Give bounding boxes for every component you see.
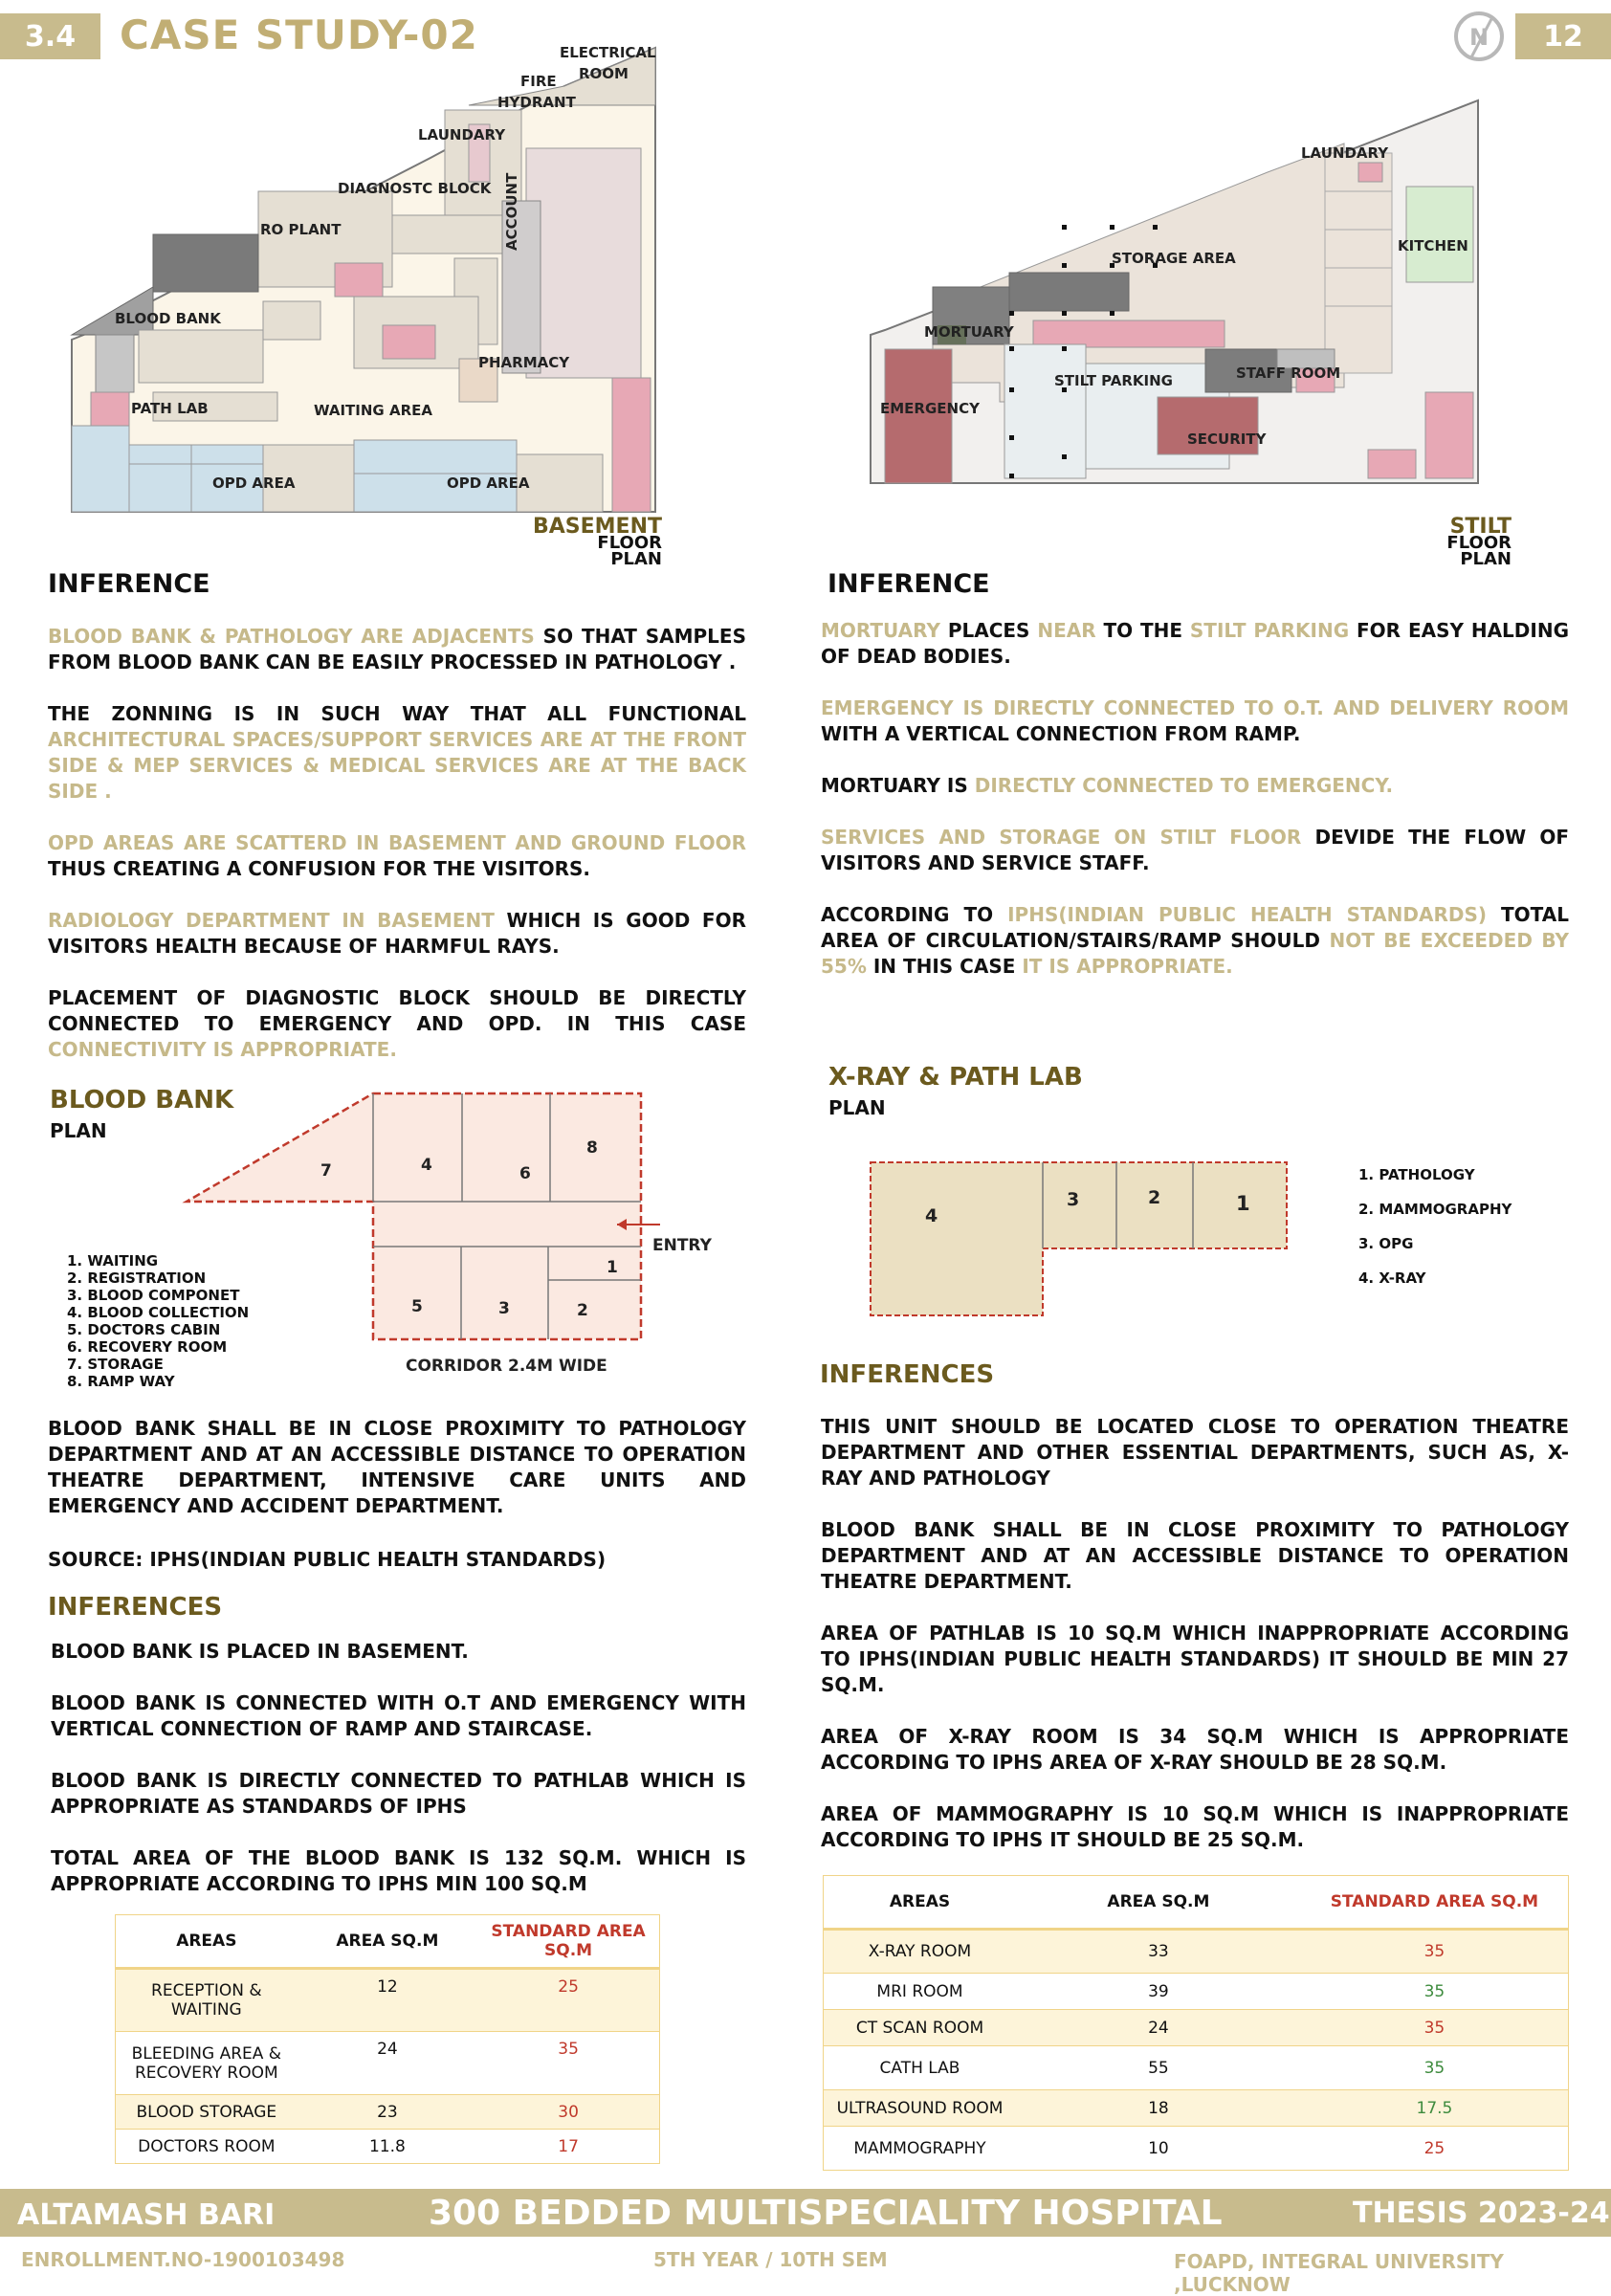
entry-label: ENTRY — [652, 1236, 712, 1255]
cell-standard: 17.5 — [1301, 2090, 1569, 2127]
cell-standard: 35 — [477, 2032, 659, 2095]
bb-inference-2: BLOOD BANK IS CONNECTED WITH O.T AND EMERGENCY WITH VERTICAL CONNECTION OF RAMP AND STAIRCASE. — [51, 1691, 746, 1740]
xray-legend — [1358, 1158, 1512, 1295]
label-hydrant: HYDRANT — [497, 94, 576, 111]
left-inference-heading: INFERENCE — [48, 569, 210, 599]
xray-inference-4: AREA OF X-RAY ROOM IS 34 SQ.M WHICH IS APPROPRIATE ACCORDING TO IPHS AREA OF X-RAY SHOULD BE 28 SQ.M. — [821, 1725, 1569, 1774]
legend-item: 3. BLOOD COMPONET — [67, 1287, 240, 1304]
label-opd-area-1: OPD AREA — [212, 475, 296, 492]
xr-room-1: 1 — [1236, 1192, 1250, 1215]
inf-right-p1a: MORTUARY — [821, 619, 940, 642]
cell-line: BLEEDING AREA & — [131, 2043, 282, 2064]
col-standard-area — [477, 1915, 659, 1969]
caption-line-3: PLAN — [610, 549, 662, 569]
cell-value: 39 — [1016, 1974, 1301, 2010]
xray-inferences-heading: INFERENCES — [820, 1360, 995, 1389]
stilt-caption-line-3: PLAN — [1460, 549, 1512, 569]
xray-inference-2: BLOOD BANK SHALL BE IN CLOSE PROXIMITY TO PATHOLOGY DEPARTMENT AND AT AN ACCESSIBLE DISTANCE TO OPERATION THEATRE DEPARTMENT. — [821, 1518, 1569, 1593]
table-row — [116, 2032, 660, 2095]
radiology-area-table — [823, 1875, 1569, 2171]
cell-standard: 17 — [477, 2130, 659, 2164]
inf-left-p5: PLACEMENT OF DIAGNOSTIC BLOCK SHOULD BE DIRECTLY CONNECTED TO EMERGENCY AND OPD. IN THIS CASE — [48, 986, 746, 1035]
cell-value: 10 — [1016, 2127, 1301, 2171]
inf-right-p5d: NOT BE EXCEEDED BY 55% — [821, 929, 1570, 978]
page-number: 12 — [1515, 13, 1611, 59]
inf-left-p3: THUS CREATING A CONFUSION FOR THE VISITORS. — [48, 857, 591, 880]
inf-right-p3a: MORTUARY IS — [821, 774, 975, 797]
inf-right-p1b: PLACES — [939, 619, 1038, 642]
inf-right-p1c: NEAR — [1037, 619, 1096, 642]
table-header-row — [824, 1876, 1569, 1930]
cell-area: CT SCAN ROOM — [824, 2010, 1016, 2046]
inf-right-p5b: IPHS(INDIAN PUBLIC HEALTH STANDARDS) — [1007, 903, 1488, 926]
inf-right-p5c: TOTAL AREA OF CIRCULATION/STAIRS/RAMP SHOULD — [821, 903, 1569, 952]
legend-item: 1. PATHOLOGY — [1358, 1166, 1475, 1183]
table-row — [824, 2127, 1569, 2171]
stilt-floor-plan — [866, 96, 1488, 488]
bb-room-4: 4 — [421, 1156, 432, 1175]
legend-item: 7. STORAGE — [67, 1356, 164, 1373]
legend-item: 2. REGISTRATION — [67, 1269, 207, 1287]
cell-standard: 25 — [477, 1969, 659, 2032]
right-inference-text — [821, 618, 1569, 1005]
label-room: ROOM — [579, 65, 629, 82]
bb-inference-4: TOTAL AREA OF THE BLOOD BANK IS 132 SQ.M. WHICH IS APPROPRIATE ACCORDING TO IPHS MIN 100 SQ.M — [51, 1846, 746, 1895]
label-waiting-area: WAITING AREA — [314, 402, 432, 419]
cell-line: RECOVERY ROOM — [135, 2063, 278, 2083]
basement-floor-plan — [67, 43, 670, 517]
label-electrical: ELECTRICAL — [560, 44, 656, 61]
stilt-label-laundary: LAUNDARY — [1301, 144, 1389, 162]
label-diagnostic-block: DIAGNOSTC BLOCK — [338, 180, 492, 197]
blood-bank-subtitle: PLAN — [50, 1119, 107, 1142]
xr-room-4: 4 — [925, 1205, 938, 1226]
blood-bank-description: BLOOD BANK SHALL BE IN CLOSE PROXIMITY TO PATHOLOGY DEPARTMENT AND AT AN ACCESSIBLE DISTANCE TO OPERATION THEATRE DEPARTMENT, INTENSIVE CARE UNITS AND EMERGENCY AND ACCIDENT DEPARTMENT. — [48, 1417, 746, 1517]
cell-standard: 35 — [1301, 2010, 1569, 2046]
thesis-year: THESIS 2023-24 — [1353, 2197, 1610, 2230]
cell-value: 33 — [1016, 1930, 1301, 1974]
col-area-sqm: AREA SQ.M — [1016, 1876, 1301, 1930]
blood-bank-area-table — [115, 1914, 660, 2164]
label-account: ACCOUNT — [503, 172, 520, 251]
cell-value: 18 — [1016, 2090, 1301, 2127]
cell-area — [116, 1969, 298, 2032]
cell-standard: 35 — [1301, 1930, 1569, 1974]
stilt-caption — [1387, 515, 1512, 569]
cell-area: ULTRASOUND ROOM — [824, 2090, 1016, 2127]
inf-right-p3b: DIRECTLY CONNECTED TO EMERGENCY. — [974, 774, 1394, 797]
inf-left-p4-highlight: RADIOLOGY DEPARTMENT IN BASEMENT — [48, 909, 495, 932]
legend-item: 4. X-RAY — [1358, 1269, 1426, 1287]
inf-right-p5e: IN THIS CASE — [866, 955, 1023, 978]
xray-inference-1: THIS UNIT SHOULD BE LOCATED CLOSE TO OPERATION THEATRE DEPARTMENT AND OTHER ESSENTIAL DEPARTMENTS, SUCH AS, X-RAY AND PATHOLOGY — [821, 1415, 1569, 1490]
inf-right-p4b: DEVIDE THE FLOW OF VISITORS AND SERVICE STAFF. — [821, 826, 1570, 874]
label-path-lab: PATH LAB — [131, 400, 209, 417]
cell-value: 12 — [298, 1969, 478, 2032]
cell-value: 24 — [1016, 2010, 1301, 2046]
bb-room-3: 3 — [498, 1299, 510, 1318]
label-opd-area-2: OPD AREA — [447, 475, 530, 492]
section-number: 3.4 — [0, 13, 100, 59]
col-area-sqm: AREA SQ.M — [298, 1915, 478, 1969]
blood-bank-inferences — [51, 1639, 746, 1923]
table-row — [116, 2095, 660, 2130]
blood-bank-plan — [182, 1089, 708, 1347]
cell-value: 23 — [298, 2095, 478, 2130]
stilt-label-security: SECURITY — [1187, 430, 1267, 448]
corridor-label: CORRIDOR 2.4M WIDE — [406, 1357, 607, 1376]
cell-value: 24 — [298, 2032, 478, 2095]
basement-caption — [517, 515, 662, 569]
inf-left-p1-highlight: BLOOD BANK & PATHOLOGY ARE ADJACENTS — [48, 625, 535, 648]
stilt-caption-line-2: FLOOR — [1446, 533, 1512, 553]
xray-path-lab-plan — [866, 1158, 1296, 1320]
xray-title: X-RAY & PATH LAB — [828, 1063, 1083, 1092]
stilt-label-stilt-parking: STILT PARKING — [1054, 372, 1173, 389]
blood-bank-legend — [67, 1252, 249, 1390]
xray-inference-5: AREA OF MAMMOGRAPHY IS 10 SQ.M WHICH IS INAPPROPRIATE ACCORDING TO IPHS IT SHOULD BE 25 SQ.M. — [821, 1802, 1569, 1851]
legend-item: 5. DOCTORS CABIN — [67, 1321, 221, 1338]
right-inference-heading: INFERENCE — [828, 569, 990, 599]
stilt-label-staff-room: STAFF ROOM — [1236, 364, 1341, 382]
cell-line: RECEPTION & — [151, 1981, 262, 2000]
inf-right-p2a: EMERGENCY IS DIRECTLY CONNECTED TO O.T. AND DELIVERY ROOM — [821, 696, 1569, 719]
label-pharmacy: PHARMACY — [478, 354, 570, 371]
label-ro-plant: RO PLANT — [260, 221, 342, 238]
semester: 5TH YEAR / 10TH SEM — [653, 2248, 888, 2271]
bb-inference-1: BLOOD BANK IS PLACED IN BASEMENT. — [51, 1640, 469, 1663]
inf-right-p1e: STILT PARKING — [1189, 619, 1350, 642]
cell-area: DOCTORS ROOM — [116, 2130, 298, 2164]
table-row — [116, 2130, 660, 2164]
cell-standard: 30 — [477, 2095, 659, 2130]
stilt-label-mortuary: MORTUARY — [924, 323, 1014, 341]
page-title: CASE STUDY-02 — [120, 11, 478, 58]
cell-area: MRI ROOM — [824, 1974, 1016, 2010]
bb-room-2: 2 — [577, 1301, 588, 1320]
bb-room-7: 7 — [320, 1161, 332, 1181]
legend-item: 2. MAMMOGRAPHY — [1358, 1201, 1512, 1218]
legend-item: 3. OPG — [1358, 1235, 1414, 1252]
std-area-line2: SQ.M — [544, 1941, 593, 1960]
author-name: ALTAMASH BARI — [17, 2198, 276, 2232]
col-areas: AREAS — [116, 1915, 298, 1969]
cell-area: X-RAY ROOM — [824, 1930, 1016, 1974]
stilt-label-kitchen: KITCHEN — [1398, 237, 1468, 254]
cell-standard: 25 — [1301, 2127, 1569, 2171]
xr-room-3: 3 — [1067, 1189, 1080, 1210]
legend-item: 6. RECOVERY ROOM — [67, 1338, 228, 1356]
university: FOAPD, INTEGRAL UNIVERSITY ,LUCKNOW — [1174, 2250, 1504, 2296]
bb-room-5: 5 — [411, 1297, 423, 1316]
inf-left-p5-highlight: CONNECTIVITY IS APPROPRIATE. — [48, 1038, 397, 1061]
table-header-row — [116, 1915, 660, 1969]
table-row — [824, 2090, 1569, 2127]
source-note: SOURCE: IPHS(INDIAN PUBLIC HEALTH STANDARDS) — [48, 1548, 607, 1571]
left-inference-text — [48, 624, 746, 1089]
inf-right-p1f: FOR EASY HALDING OF DEAD BODIES. — [821, 619, 1569, 668]
inf-left-p2-highlight: ARCHITECTURAL SPACES/SUPPORT SERVICES ARE AT THE FRONT SIDE & MEP SERVICES & MEDICAL SERVICES ARE AT THE BACK SIDE . — [48, 728, 746, 803]
table-row — [824, 1974, 1569, 2010]
std-area-line1: STANDARD AREA — [491, 1922, 646, 1941]
table-row — [824, 1930, 1569, 1974]
cell-value: 55 — [1016, 2046, 1301, 2090]
stilt-label-emergency: EMERGENCY — [880, 400, 980, 417]
xray-subtitle: PLAN — [828, 1096, 886, 1119]
cell-area — [116, 2032, 298, 2095]
cell-value: 11.8 — [298, 2130, 478, 2164]
stilt-caption-line-1: STILT — [1449, 515, 1512, 539]
cell-line: WAITING — [170, 2000, 242, 2020]
inf-left-p1: SO THAT SAMPLES FROM BLOOD BANK CAN BE EASILY PROCESSED IN PATHOLOGY . — [48, 625, 746, 673]
inf-left-p3-highlight: OPD AREAS ARE SCATTERD IN BASEMENT AND GROUND FLOOR — [48, 831, 746, 854]
inf-left-p4: WHICH IS GOOD FOR VISITORS HEALTH BECAUSE OF HARMFUL RAYS. — [48, 909, 746, 958]
legend-item: 1. WAITING — [67, 1252, 159, 1269]
enrollment-number: ENROLLMENT.NO-1900103498 — [21, 2248, 345, 2271]
north-compass-icon — [1450, 8, 1508, 65]
cell-standard: 35 — [1301, 1974, 1569, 2010]
table-row — [824, 2046, 1569, 2090]
xray-inferences — [821, 1414, 1569, 1879]
cell-area: MAMMOGRAPHY — [824, 2127, 1016, 2171]
bb-room-1: 1 — [607, 1258, 618, 1277]
cell-area: BLOOD STORAGE — [116, 2095, 298, 2130]
svg-text:N: N — [1468, 24, 1490, 51]
blood-bank-title: BLOOD BANK — [50, 1086, 234, 1115]
stilt-label-storage-area: STORAGE AREA — [1112, 250, 1236, 267]
cell-area: CATH LAB — [824, 2046, 1016, 2090]
caption-line-2: FLOOR — [597, 533, 662, 553]
xr-room-2: 2 — [1148, 1187, 1161, 1208]
label-laundary: LAUNDARY — [418, 126, 506, 144]
inf-right-p1d: TO THE — [1095, 619, 1190, 642]
legend-item: 4. BLOOD COLLECTION — [67, 1304, 250, 1321]
caption-line-1: BASEMENT — [532, 515, 662, 539]
label-fire: FIRE — [520, 73, 557, 90]
inf-right-p5a: ACCORDING TO — [821, 903, 1008, 926]
table-row — [824, 2010, 1569, 2046]
inf-right-p5f: IT IS APPROPRIATE. — [1022, 955, 1233, 978]
inf-right-p2b: WITH A VERTICAL CONNECTION FROM RAMP. — [821, 722, 1301, 745]
table-row — [116, 1969, 660, 2032]
bb-inference-3: BLOOD BANK IS DIRECTLY CONNECTED TO PATHLAB WHICH IS APPROPRIATE AS STANDARDS OF IPHS — [51, 1769, 746, 1818]
label-blood-bank: BLOOD BANK — [115, 310, 221, 327]
bb-room-8: 8 — [586, 1138, 598, 1158]
blood-bank-inferences-heading: INFERENCES — [48, 1593, 223, 1622]
bb-room-6: 6 — [519, 1164, 531, 1183]
inf-left-p2: THE ZONNING IS IN SUCH WAY THAT ALL FUNCTIONAL — [48, 702, 746, 725]
legend-item: 8. RAMP WAY — [67, 1373, 175, 1390]
cell-standard: 35 — [1301, 2046, 1569, 2090]
xray-inference-3: AREA OF PATHLAB IS 10 SQ.M WHICH INAPPROPRIATE ACCORDING TO IPHS(INDIAN PUBLIC HEALTH STANDARDS) IT SHOULD BE MIN 27 SQ.M. — [821, 1622, 1569, 1696]
col-areas: AREAS — [824, 1876, 1016, 1930]
col-standard-area: STANDARD AREA SQ.M — [1301, 1876, 1569, 1930]
inf-right-p4a: SERVICES AND STORAGE ON STILT FLOOR — [821, 826, 1302, 849]
project-title: 300 BEDDED MULTISPECIALITY HOSPITAL — [429, 2194, 1223, 2233]
